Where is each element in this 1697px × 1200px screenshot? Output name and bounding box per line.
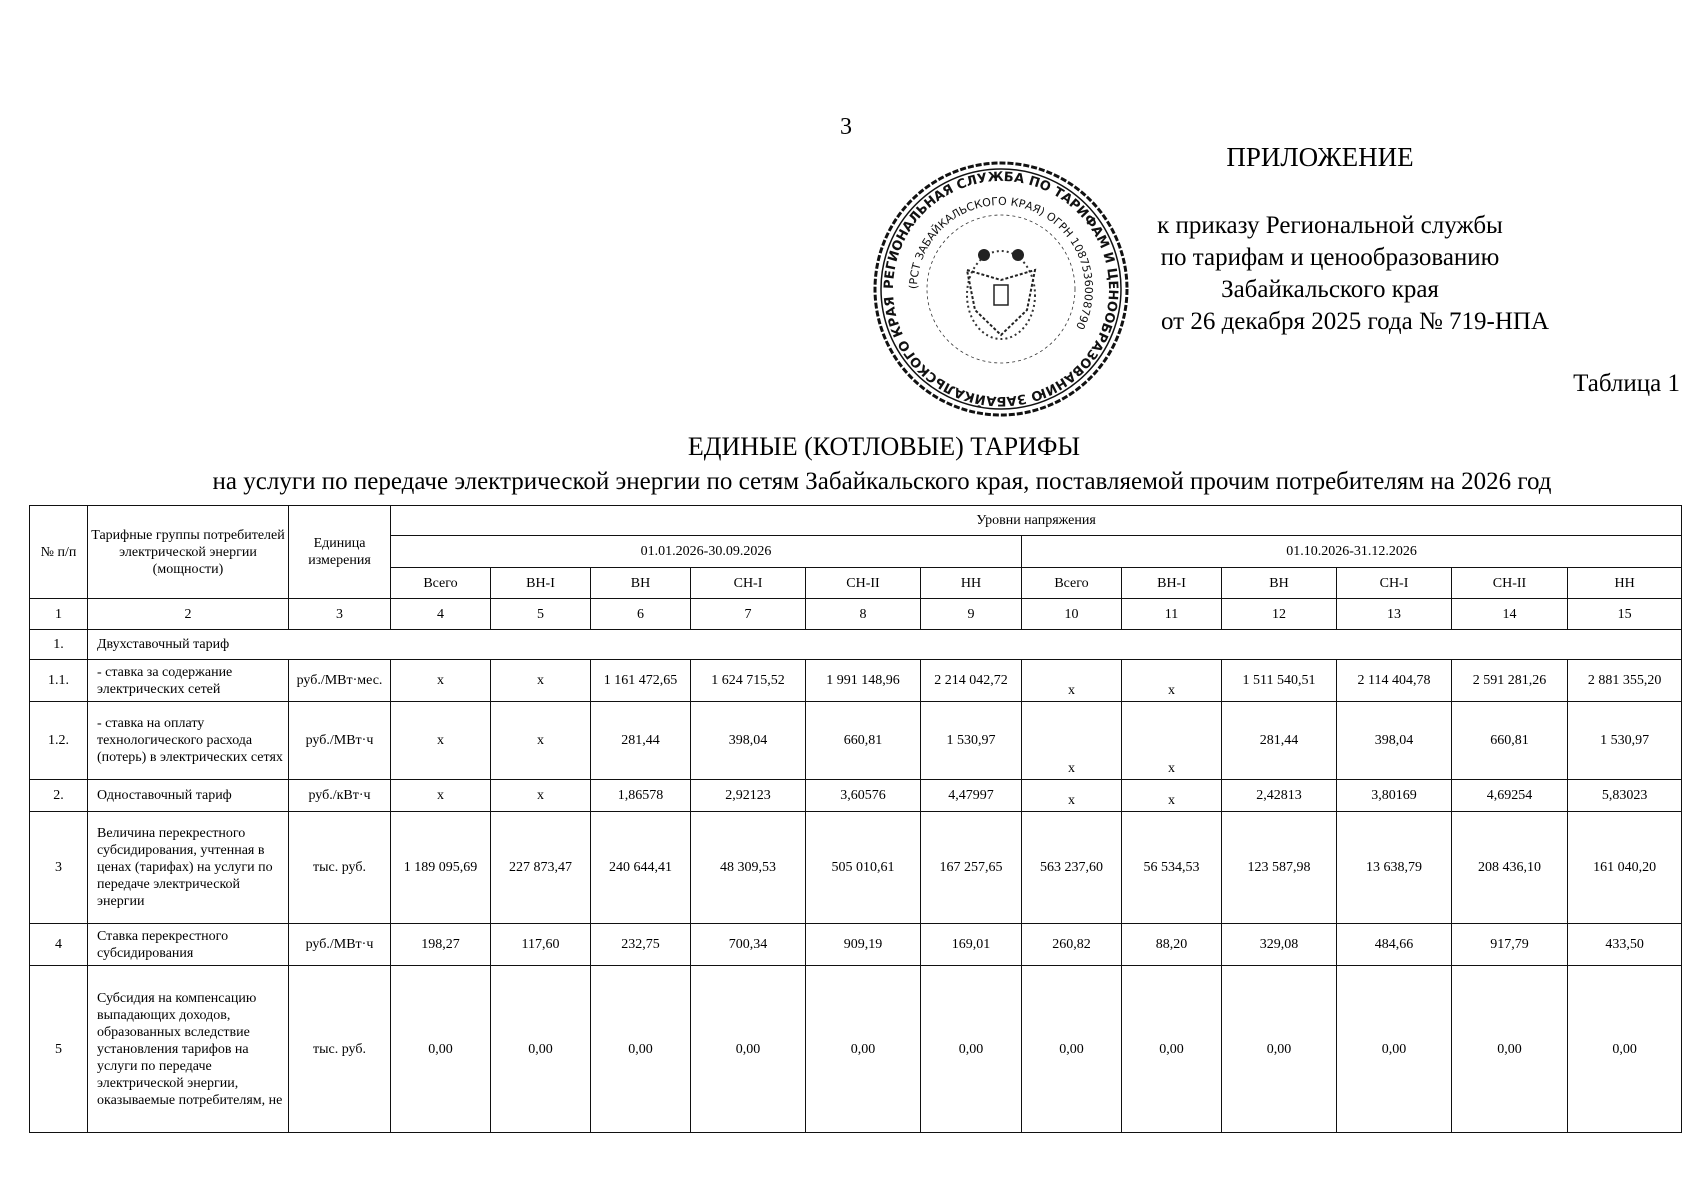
row-name: Субсидия на компенсацию выпадающих доходов, образованных вследствие установления тарифов на услуги по передаче электрической энергии, оказываемые потребителям, не <box>88 966 289 1133</box>
header-period-2: 01.10.2026-31.12.2026 <box>1022 536 1682 568</box>
appendix-heading: ПРИЛОЖЕНИЕ <box>1226 142 1414 172</box>
column-number: 15 <box>1568 599 1682 630</box>
appendix-ref-line: Забайкальского края <box>1221 276 1439 303</box>
column-number: 7 <box>691 599 806 630</box>
value-cell: 198,27 <box>391 924 491 966</box>
header-unit: Единица измерения <box>289 506 391 599</box>
row-unit: тыс. руб. <box>289 812 391 924</box>
column-number: 13 <box>1337 599 1452 630</box>
value-cell: 2 214 042,72 <box>921 660 1022 702</box>
header-level-6: НН <box>921 568 1022 599</box>
row-unit: руб./МВт·мес. <box>289 660 391 702</box>
svg-text:(РСТ ЗАБАЙКАЛЬСКОГО КРАЯ) ОГРН <box>907 195 1095 332</box>
eagle-emblem-icon <box>967 249 1035 339</box>
value-cell: 281,44 <box>591 702 691 780</box>
value-cell: 329,08 <box>1222 924 1337 966</box>
document-subtitle: на услуги по передаче электрической энергии по сетям Забайкальского края, поставляемой прочим потребителям на 2026 год <box>212 468 1552 495</box>
value-cell: 2 114 404,78 <box>1337 660 1452 702</box>
page-number: 3 <box>840 114 852 140</box>
value-cell: 169,01 <box>921 924 1022 966</box>
value-cell: 1,86578 <box>591 780 691 812</box>
column-number: 5 <box>491 599 591 630</box>
value-cell: 260,82 <box>1022 924 1122 966</box>
value-cell: 700,34 <box>691 924 806 966</box>
column-number: 10 <box>1022 599 1122 630</box>
value-cell: 4,69254 <box>1452 780 1568 812</box>
column-number: 11 <box>1122 599 1222 630</box>
value-cell: 1 189 095,69 <box>391 812 491 924</box>
value-cell: 123 587,98 <box>1222 812 1337 924</box>
value-cell: 909,19 <box>806 924 921 966</box>
value-cell: х <box>1122 702 1222 780</box>
row-number: 1. <box>30 630 88 660</box>
official-stamp <box>872 160 1130 418</box>
row-name: Двухставочный тариф <box>88 630 1682 660</box>
value-cell: 0,00 <box>691 966 806 1133</box>
value-cell: 5,83023 <box>1568 780 1682 812</box>
column-number: 6 <box>591 599 691 630</box>
value-cell: 1 991 148,96 <box>806 660 921 702</box>
value-cell: х <box>491 780 591 812</box>
row-name: Ставка перекрестного субсидирования <box>88 924 289 966</box>
value-cell: 660,81 <box>1452 702 1568 780</box>
value-cell: 56 534,53 <box>1122 812 1222 924</box>
value-cell: 0,00 <box>1337 966 1452 1133</box>
table-row <box>30 702 1682 780</box>
header-level-9: ВН <box>1222 568 1337 599</box>
column-number: 1 <box>30 599 88 630</box>
appendix-ref-line: по тарифам и ценообразованию <box>1160 244 1500 271</box>
value-cell: 0,00 <box>591 966 691 1133</box>
value-cell: 88,20 <box>1122 924 1222 966</box>
header-level-1: Всего <box>391 568 491 599</box>
row-number: 5 <box>30 966 88 1133</box>
column-number: 8 <box>806 599 921 630</box>
value-cell: 0,00 <box>1452 966 1568 1133</box>
value-cell: 232,75 <box>591 924 691 966</box>
value-cell: 117,60 <box>491 924 591 966</box>
value-cell: х <box>391 780 491 812</box>
header-level-4: СН-I <box>691 568 806 599</box>
value-cell: 1 624 715,52 <box>691 660 806 702</box>
value-cell: 0,00 <box>1568 966 1682 1133</box>
value-cell: 484,66 <box>1337 924 1452 966</box>
header-level-12: НН <box>1568 568 1682 599</box>
value-cell: 398,04 <box>1337 702 1452 780</box>
value-cell: 917,79 <box>1452 924 1568 966</box>
value-cell: 0,00 <box>806 966 921 1133</box>
value-cell: х <box>491 702 591 780</box>
value-cell: 433,50 <box>1568 924 1682 966</box>
value-cell: 1 161 472,65 <box>591 660 691 702</box>
row-number: 1.1. <box>30 660 88 702</box>
value-cell: 2 591 281,26 <box>1452 660 1568 702</box>
value-cell: 3,60576 <box>806 780 921 812</box>
column-number: 2 <box>88 599 289 630</box>
header-period-1: 01.01.2026-30.09.2026 <box>391 536 1022 568</box>
value-cell: 240 644,41 <box>591 812 691 924</box>
appendix-ref-line: от 26 декабря 2025 года № 719-НПА <box>1160 308 1550 335</box>
table-row <box>30 812 1682 924</box>
header-voltage-levels: Уровни напряжения <box>391 506 1682 536</box>
value-cell: 1 530,97 <box>1568 702 1682 780</box>
value-cell: 660,81 <box>806 702 921 780</box>
header-num: № п/п <box>30 506 88 599</box>
value-cell: 48 309,53 <box>691 812 806 924</box>
table-row <box>30 630 1682 660</box>
header-level-3: ВН <box>591 568 691 599</box>
row-unit: тыс. руб. <box>289 966 391 1133</box>
column-number: 14 <box>1452 599 1568 630</box>
document-title: ЕДИНЫЕ (КОТЛОВЫЕ) ТАРИФЫ <box>687 432 1081 461</box>
value-cell: х <box>1022 660 1122 702</box>
row-number: 4 <box>30 924 88 966</box>
value-cell: 0,00 <box>391 966 491 1133</box>
value-cell: 2,92123 <box>691 780 806 812</box>
table-row <box>30 924 1682 966</box>
value-cell: 0,00 <box>1022 966 1122 1133</box>
row-name: Величина перекрестного субсидирования, учтенная в ценах (тарифах) на услуги по передаче электрической энергии <box>88 812 289 924</box>
header-group: Тарифные группы потребителей электрической энергии (мощности) <box>88 506 289 599</box>
row-number: 2. <box>30 780 88 812</box>
value-cell: 0,00 <box>1222 966 1337 1133</box>
value-cell: х <box>391 660 491 702</box>
header-level-5: СН-II <box>806 568 921 599</box>
table-row <box>30 966 1682 1133</box>
value-cell: 167 257,65 <box>921 812 1022 924</box>
row-unit: руб./МВт·ч <box>289 702 391 780</box>
value-cell: х <box>391 702 491 780</box>
header-level-8: ВН-I <box>1122 568 1222 599</box>
column-number: 9 <box>921 599 1022 630</box>
value-cell: 2,42813 <box>1222 780 1337 812</box>
column-number: 4 <box>391 599 491 630</box>
header-level-10: СН-I <box>1337 568 1452 599</box>
tariff-table <box>29 505 1682 1133</box>
value-cell: 0,00 <box>1122 966 1222 1133</box>
value-cell: х <box>1022 780 1122 812</box>
stamp-inner-text: (РСТ ЗАБАЙКАЛЬСКОГО КРАЯ) ОГРН 1087536008790 <box>906 194 1096 332</box>
row-unit: руб./МВт·ч <box>289 924 391 966</box>
row-number: 3 <box>30 812 88 924</box>
header-level-2: ВН-I <box>491 568 591 599</box>
header-level-11: СН-II <box>1452 568 1568 599</box>
value-cell: 208 436,10 <box>1452 812 1568 924</box>
value-cell: 0,00 <box>491 966 591 1133</box>
value-cell: 4,47997 <box>921 780 1022 812</box>
appendix-ref-line: к приказу Региональной службы <box>1157 212 1503 239</box>
value-cell: 3,80169 <box>1337 780 1452 812</box>
value-cell: 1 530,97 <box>921 702 1022 780</box>
value-cell: 281,44 <box>1222 702 1337 780</box>
value-cell: х <box>1022 702 1122 780</box>
value-cell: 13 638,79 <box>1337 812 1452 924</box>
value-cell: х <box>1122 660 1222 702</box>
table-row <box>30 780 1682 812</box>
table-label: Таблица 1 <box>1573 370 1680 397</box>
value-cell: 227 873,47 <box>491 812 591 924</box>
header-level-7: Всего <box>1022 568 1122 599</box>
value-cell: 161 040,20 <box>1568 812 1682 924</box>
value-cell: х <box>1122 780 1222 812</box>
stamp-outer-text: РЕГИОНАЛЬНАЯ СЛУЖБА ПО ТАРИФАМ И ЦЕНООБРАЗОВАНИЮ ЗАБАЙКАЛЬСКОГО КРАЯ <box>881 169 1121 409</box>
value-cell: х <box>491 660 591 702</box>
row-name: Одноставочный тариф <box>88 780 289 812</box>
row-name: - ставка за содержание электрических сетей <box>88 660 289 702</box>
value-cell: 563 237,60 <box>1022 812 1122 924</box>
value-cell: 2 881 355,20 <box>1568 660 1682 702</box>
row-number: 1.2. <box>30 702 88 780</box>
column-number: 12 <box>1222 599 1337 630</box>
value-cell: 0,00 <box>921 966 1022 1133</box>
column-number: 3 <box>289 599 391 630</box>
row-unit: руб./кВт·ч <box>289 780 391 812</box>
value-cell: 398,04 <box>691 702 806 780</box>
table-row <box>30 660 1682 702</box>
value-cell: 1 511 540,51 <box>1222 660 1337 702</box>
row-name: - ставка на оплату технологического расхода (потерь) в электрических сетях <box>88 702 289 780</box>
value-cell: 505 010,61 <box>806 812 921 924</box>
